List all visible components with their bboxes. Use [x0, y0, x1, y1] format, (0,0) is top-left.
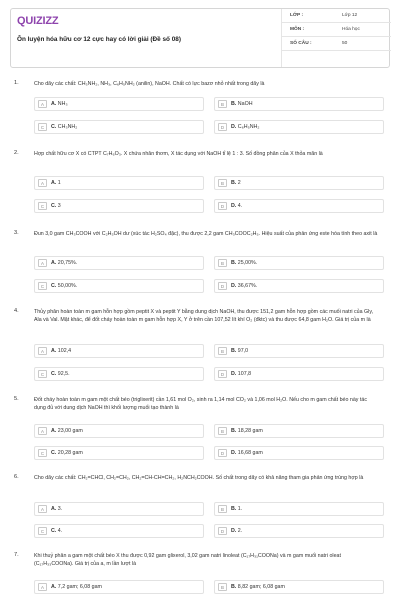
- question-number: 2.: [14, 150, 19, 156]
- option-letter-box: D: [218, 202, 227, 210]
- option-label: A.: [51, 348, 57, 354]
- question-text: Thủy phân hoàn toàn m gam hỗn hợp gồm peptit X và peptit Y bằng dung dịch NaOH, thu được 151,2 gam hỗn hợp gồm các muối natri của Gly, Ala và Val. Mặt khác, để đốt cháy hoàn toàn m gam hỗn hợp X, Y ở trên cần 107,52 lít khí O₂ (đktc) và thu được 64,8 gam H₂O. Giá trị của m là: [34, 309, 374, 323]
- option-letter-box: C: [38, 202, 47, 210]
- option-letter-box: B: [218, 583, 227, 591]
- meta-key: SỐ CÂU :: [290, 41, 312, 46]
- option-label: C.: [51, 450, 57, 456]
- option-label: B.: [231, 428, 237, 434]
- meta-key: MÔN :: [290, 27, 305, 32]
- option-text: 3: [57, 203, 61, 209]
- meta-value: Lớp 12: [342, 13, 358, 18]
- question-text: Cho dãy các chất: CH₂=CHCl, CH₂=CH₂, CH₂=CH-CH=CH₂, H₂NCH₂COOH. Số chất trong dãy có khả năng tham gia phản ứng trùng hợp là: [34, 475, 364, 481]
- option-text: 107,8: [237, 371, 252, 377]
- option-text: 7,2 gam; 6,08 gam: [57, 584, 102, 590]
- option-letter-box: D: [218, 370, 227, 378]
- option-letter-box: C: [38, 282, 47, 290]
- option-label: C.: [51, 371, 57, 377]
- option-text: 3.: [57, 506, 63, 512]
- q2-option-c[interactable]: [34, 199, 204, 213]
- option-text: 102,4: [57, 348, 72, 354]
- option-letter-box: B: [218, 347, 227, 355]
- option-letter-box: D: [218, 527, 227, 535]
- option-label: A.: [51, 584, 57, 590]
- q6-option-c[interactable]: [34, 524, 204, 538]
- option-text: 1: [57, 180, 61, 186]
- meta-row-empty: [282, 51, 391, 65]
- option-text: 20,75%.: [57, 260, 78, 266]
- q4-option-b[interactable]: [214, 344, 384, 358]
- option-text: 20,28 gam: [57, 450, 83, 456]
- option-label: A.: [51, 260, 57, 266]
- option-letter-box: B: [218, 179, 227, 187]
- option-text: 25,00%.: [237, 260, 258, 266]
- option-text: 8,82 gam; 6,08 gam: [237, 584, 285, 590]
- option-text: 50,00%.: [57, 283, 78, 289]
- meta-row-class: [282, 9, 391, 23]
- question-number: 5.: [14, 396, 19, 402]
- option-text: 4.: [237, 203, 243, 209]
- option-label: B.: [231, 180, 237, 186]
- question-number: 1.: [14, 80, 19, 86]
- q6-option-a[interactable]: [34, 502, 204, 516]
- option-letter-box: A: [38, 583, 47, 591]
- question-text: Cho dãy các chất: CH₃NH₂, NH₃, C₆H₅NH₂ (anilin), NaOH. Chất có lực bazơ nhỏ nhất trong dãy là: [34, 81, 265, 87]
- q3-option-b[interactable]: [214, 256, 384, 270]
- option-letter-box: A: [38, 259, 47, 267]
- option-letter-box: A: [38, 427, 47, 435]
- option-letter-box: B: [218, 259, 227, 267]
- q2-option-d[interactable]: [214, 199, 384, 213]
- q3-option-c[interactable]: [34, 279, 204, 293]
- option-text: NH₃: [57, 101, 68, 107]
- option-letter-box: B: [218, 427, 227, 435]
- question-text: Đun 3,0 gam CH₃COOH với C₂H₅OH dư (xúc tác H₂SO₄ đặc), thu được 2,2 gam CH₃COOC₂H₅. Hiệu suất của phản ứng este hóa tính theo axit là: [34, 231, 378, 237]
- option-label: C.: [51, 283, 57, 289]
- option-text: 1.: [237, 506, 243, 512]
- option-label: A.: [51, 506, 57, 512]
- q1-option-d[interactable]: [214, 120, 384, 134]
- question-number: 6.: [14, 474, 19, 480]
- meta-row-count: [282, 37, 391, 51]
- option-label: D.: [231, 450, 237, 456]
- option-letter-box: D: [218, 123, 227, 131]
- option-label: B.: [231, 584, 237, 590]
- option-text: NaOH: [237, 101, 253, 107]
- question-number: 3.: [14, 230, 19, 236]
- option-letter-box: C: [38, 449, 47, 457]
- option-label: B.: [231, 506, 237, 512]
- meta-key: LỚP :: [290, 13, 304, 18]
- option-text: 97,0: [237, 348, 249, 354]
- option-text: 16,68 gam: [237, 450, 263, 456]
- meta-table: [281, 9, 390, 67]
- option-letter-box: A: [38, 347, 47, 355]
- meta-value: Hóa học: [342, 27, 360, 32]
- q5-option-b[interactable]: [214, 424, 384, 438]
- q5-option-a[interactable]: [34, 424, 204, 438]
- question-number: 7.: [14, 552, 19, 558]
- q5-option-c[interactable]: [34, 446, 204, 460]
- option-label: C.: [51, 124, 57, 130]
- q4-option-a[interactable]: [34, 344, 204, 358]
- option-text: 92,5.: [57, 371, 70, 377]
- option-letter-box: C: [38, 370, 47, 378]
- option-label: C.: [51, 528, 57, 534]
- option-label: D.: [231, 528, 237, 534]
- option-letter-box: A: [38, 100, 47, 108]
- q3-option-a[interactable]: [34, 256, 204, 270]
- option-label: B.: [231, 101, 237, 107]
- option-text: 2.: [237, 528, 243, 534]
- q5-option-d[interactable]: [214, 446, 384, 460]
- q1-option-a[interactable]: [34, 97, 204, 111]
- option-label: D.: [231, 283, 237, 289]
- meta-value: 50: [342, 41, 348, 46]
- option-label: C.: [51, 203, 57, 209]
- q4-option-c[interactable]: [34, 367, 204, 381]
- q4-option-d[interactable]: [214, 367, 384, 381]
- option-letter-box: A: [38, 179, 47, 187]
- question-number: 4.: [14, 308, 19, 314]
- option-label: A.: [51, 428, 57, 434]
- q7-option-a[interactable]: [34, 580, 204, 594]
- q6-option-b[interactable]: [214, 502, 384, 516]
- q7-option-b[interactable]: [214, 580, 384, 594]
- option-label: A.: [51, 180, 57, 186]
- document-title: Ôn luyện hóa hữu cơ 12 cực hay có lời giải (Đề số 08): [17, 36, 181, 43]
- option-text: C₆H₅NH₂: [237, 124, 260, 130]
- option-text: 23,00 gam: [57, 428, 83, 434]
- option-label: D.: [231, 371, 237, 377]
- option-letter-box: B: [218, 505, 227, 513]
- option-label: D.: [231, 203, 237, 209]
- option-label: A.: [51, 101, 57, 107]
- q2-option-b[interactable]: [214, 176, 384, 190]
- q6-option-d[interactable]: [214, 524, 384, 538]
- q1-option-b[interactable]: [214, 97, 384, 111]
- question-text: Khi thuỷ phân a gam một chất béo X thu được 0,92 gam glixerol, 3,02 gam natri linoleat (C₁₇H₃₁COONa) và m gam muối natri oleat (C₁₇H₃₃COONa). Giá trị của a, m lần lượt là: [34, 553, 341, 567]
- option-letter-box: B: [218, 100, 227, 108]
- q3-option-d[interactable]: [214, 279, 384, 293]
- option-label: D.: [231, 124, 237, 130]
- option-letter-box: C: [38, 527, 47, 535]
- question-text: Đốt cháy hoàn toàn m gam một chất béo (triglixerit) cần 1,61 mol O₂, sinh ra 1,14 mol CO₂ và 1,06 mol H₂O. Nếu cho m gam chất béo này tác dụng đủ với dung dịch NaOH thì khối lượng muối tạo thành là: [34, 397, 367, 411]
- q1-option-c[interactable]: [34, 120, 204, 134]
- worksheet-header: [10, 8, 390, 68]
- question-text: Hợp chất hữu cơ X có CTPT C₇H₆O₃. X chứa nhân thơm, X tác dụng với NaOH tỉ lệ 1 : 3. Số đồng phân của X thỏa mãn là: [34, 151, 323, 157]
- option-letter-box: D: [218, 449, 227, 457]
- option-text: 18,28 gam: [237, 428, 263, 434]
- option-label: B.: [231, 260, 237, 266]
- option-label: B.: [231, 348, 237, 354]
- meta-row-subject: [282, 23, 391, 37]
- option-text: 4.: [57, 528, 63, 534]
- option-letter-box: D: [218, 282, 227, 290]
- option-letter-box: A: [38, 505, 47, 513]
- option-text: CH₃NH₂: [57, 124, 78, 130]
- q2-option-a[interactable]: [34, 176, 204, 190]
- option-text: 2: [237, 180, 241, 186]
- option-letter-box: C: [38, 123, 47, 131]
- option-text: 36,67%.: [237, 283, 258, 289]
- quizizz-logo: QUIZIZZ: [17, 15, 59, 27]
